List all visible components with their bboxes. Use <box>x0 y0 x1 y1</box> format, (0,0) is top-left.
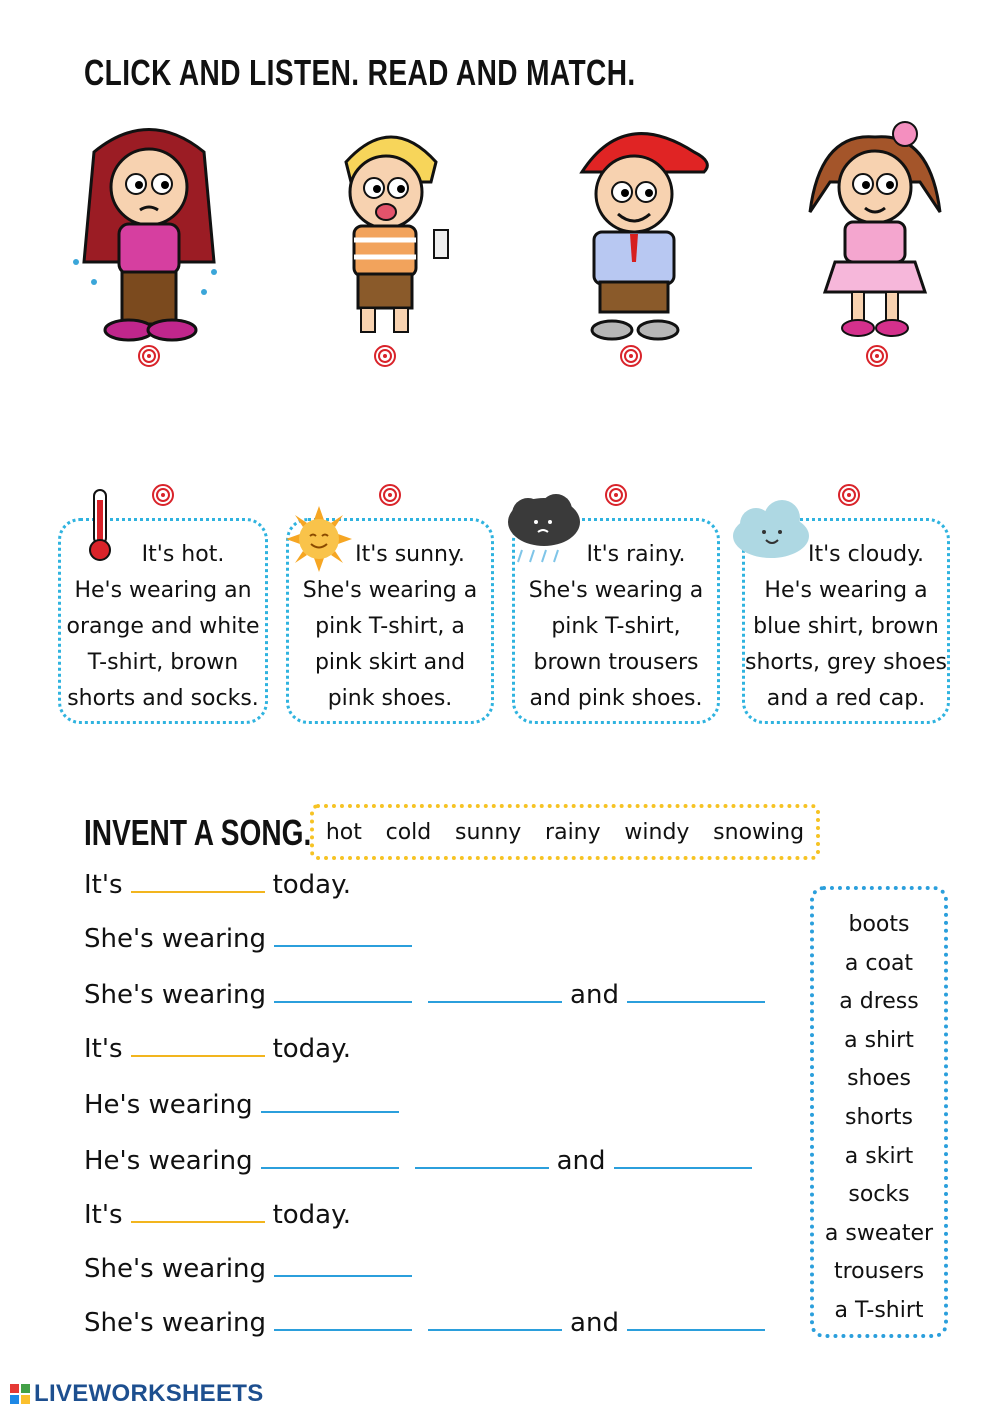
clothing-blank-7[interactable] <box>415 1167 549 1169</box>
song-line-4 <box>84 1034 351 1064</box>
card-line: and pink shoes. <box>529 686 703 711</box>
weather-word: snowing <box>713 819 805 845</box>
card-weather-text: It's cloudy. <box>807 542 925 567</box>
and-text: and <box>570 980 619 1010</box>
its-text: It's <box>84 1200 123 1230</box>
target-card-3-icon[interactable] <box>605 484 627 506</box>
thermometer-icon <box>86 488 114 562</box>
clothing-blank-8[interactable] <box>614 1167 752 1169</box>
wearing-text: She's wearing <box>84 1308 267 1338</box>
song-line-2 <box>84 924 420 954</box>
clothes-word: a shirt <box>844 1027 914 1053</box>
clothing-blank-6[interactable] <box>261 1167 399 1169</box>
rain-cloud-icon <box>504 492 584 568</box>
boy-hot-illustration <box>306 112 476 344</box>
brand-name: LIVEWORKSHEETS <box>34 1380 264 1407</box>
and-text: and <box>556 1146 606 1176</box>
sun-icon <box>286 506 352 572</box>
clothes-word: boots <box>848 912 910 937</box>
clothes-word: trousers <box>833 1259 925 1285</box>
wearing-text: She's wearing <box>84 924 267 954</box>
page-title: CLICK AND LISTEN. READ AND MATCH. <box>84 52 636 93</box>
and-text: and <box>570 1308 619 1338</box>
today-text: today. <box>272 870 352 900</box>
footer-brand <box>10 1380 264 1408</box>
liveworksheets-logo-icon <box>10 1384 30 1404</box>
clothing-blank-10[interactable] <box>274 1329 412 1331</box>
card-line: She's wearing a <box>528 578 704 603</box>
clothes-word: a skirt <box>844 1143 914 1169</box>
weather-blank-3[interactable] <box>131 1221 265 1223</box>
weather-word: hot <box>325 819 362 845</box>
card-line: She's wearing a <box>302 578 478 603</box>
card-weather-text: It's hot. <box>141 542 225 567</box>
girl-sunny-illustration <box>790 112 960 344</box>
wearing-text: She's wearing <box>84 980 267 1010</box>
clothes-word: a dress <box>839 989 919 1015</box>
target-card-1-icon[interactable] <box>152 484 174 506</box>
target-card-2-icon[interactable] <box>379 484 401 506</box>
clothes-word: socks <box>848 1182 910 1208</box>
target-kid-1-icon[interactable] <box>138 345 160 367</box>
clothes-word: a coat <box>844 950 914 976</box>
card-line: and a red cap. <box>766 686 926 711</box>
clothing-blank-9[interactable] <box>274 1275 412 1277</box>
weather-word: rainy <box>545 819 601 845</box>
card-line: shorts, grey shoes <box>745 650 947 675</box>
weather-word: cold <box>385 819 432 845</box>
boy-cloudy-illustration <box>554 112 724 344</box>
clothing-blank-11[interactable] <box>428 1329 562 1331</box>
song-line-6 <box>84 1146 760 1176</box>
wearing-text: She's wearing <box>84 1254 267 1284</box>
song-section-title: INVENT A SONG. <box>84 812 312 853</box>
card-line: pink T-shirt, a <box>315 614 465 639</box>
card-line: blue shirt, brown <box>753 614 939 639</box>
clothing-blank-2[interactable] <box>274 1001 412 1003</box>
song-line-5 <box>84 1090 407 1120</box>
card-line: pink T-shirt, <box>551 614 681 639</box>
today-text: today. <box>272 1200 352 1230</box>
wearing-text: He's wearing <box>84 1090 253 1120</box>
clothing-blank-3[interactable] <box>428 1001 562 1003</box>
clothing-blank-1[interactable] <box>274 945 412 947</box>
clothes-word: a sweater <box>824 1220 934 1246</box>
card-line: brown trousers <box>533 650 699 675</box>
today-text: today. <box>272 1034 352 1064</box>
clothes-word: shoes <box>847 1066 911 1092</box>
weather-word: sunny <box>455 819 522 845</box>
song-line-7 <box>84 1200 351 1230</box>
clothing-blank-4[interactable] <box>627 1001 765 1003</box>
its-text: It's <box>84 870 123 900</box>
song-line-8 <box>84 1254 420 1284</box>
cloud-icon <box>730 496 812 564</box>
card-line: pink shoes. <box>327 686 453 711</box>
card-line: orange and white <box>66 614 260 639</box>
target-card-4-icon[interactable] <box>838 484 860 506</box>
clothing-blank-12[interactable] <box>627 1329 765 1331</box>
weather-blank-2[interactable] <box>131 1055 265 1057</box>
card-line: He's wearing a <box>764 578 928 603</box>
card-line: T-shirt, brown <box>87 650 239 675</box>
weather-word-bank <box>310 804 820 860</box>
target-kid-4-icon[interactable] <box>866 345 888 367</box>
clothes-word-bank <box>810 886 948 1338</box>
wearing-text: He's wearing <box>84 1146 253 1176</box>
card-line: He's wearing an <box>74 578 252 603</box>
girl-rainy-illustration <box>64 112 234 344</box>
clothing-blank-5[interactable] <box>261 1111 399 1113</box>
clothes-word: shorts <box>845 1104 913 1130</box>
card-line: shorts and socks. <box>67 686 259 711</box>
target-kid-3-icon[interactable] <box>620 345 642 367</box>
song-line-1 <box>84 870 351 900</box>
target-kid-2-icon[interactable] <box>374 345 396 367</box>
weather-blank-1[interactable] <box>131 891 265 893</box>
song-line-3 <box>84 980 773 1010</box>
clothes-word: a T-shirt <box>834 1297 924 1323</box>
card-weather-text: It's sunny. <box>355 542 465 567</box>
weather-word: windy <box>624 819 690 845</box>
song-line-9 <box>84 1308 773 1338</box>
card-line: pink skirt and <box>314 650 466 675</box>
card-weather-text: It's rainy. <box>586 542 686 567</box>
its-text: It's <box>84 1034 123 1064</box>
